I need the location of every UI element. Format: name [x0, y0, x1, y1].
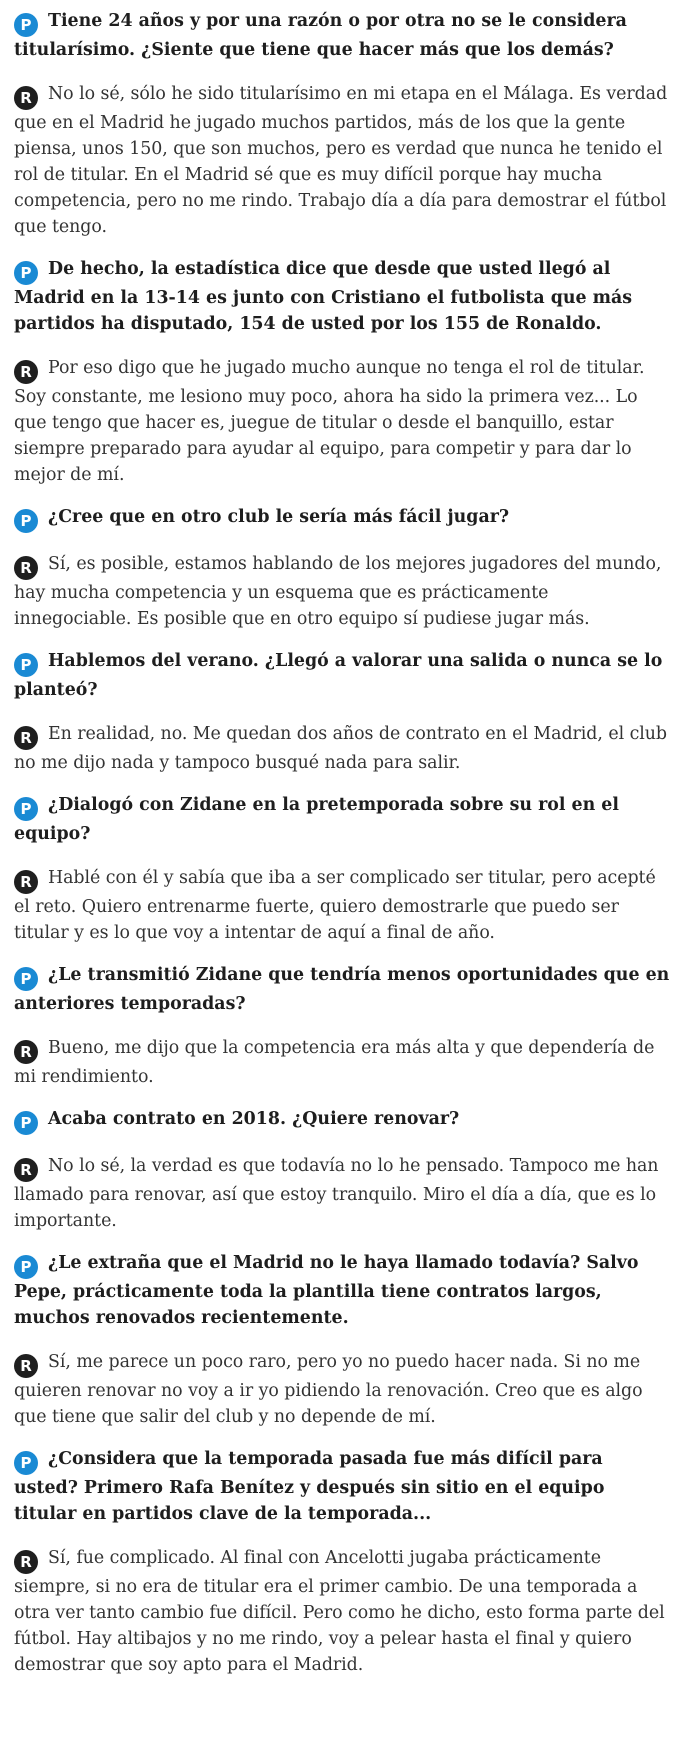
- answer-badge-icon: R: [14, 360, 38, 384]
- question-badge-icon: P: [14, 13, 38, 37]
- question-paragraph: [14, 8, 670, 63]
- question-paragraph: [14, 1446, 670, 1527]
- answer-text: Bueno, me dijo que la competencia era más alta y que dependería de mi rendimiento.: [14, 1038, 655, 1087]
- answer-paragraph: [14, 1545, 670, 1678]
- answer-text: Hablé con él y sabía que iba a ser complicado ser titular, pero acepté el reto. Quiero entrenarme fuerte, quiero demostrarle que puedo ser titular y es lo que voy a intentar de aquí a final de año.: [14, 868, 656, 943]
- question-text: Acaba contrato en 2018. ¿Quiere renovar?: [48, 1109, 460, 1129]
- question-text: ¿Le extraña que el Madrid no le haya llamado todavía? Salvo Pepe, prácticamente toda la plantilla tiene contratos largos, muchos renovados recientemente.: [14, 1253, 639, 1328]
- answer-badge-icon: R: [14, 726, 38, 750]
- answer-badge-icon: R: [14, 1354, 38, 1378]
- answer-text: Sí, es posible, estamos hablando de los mejores jugadores del mundo, hay mucha competencia y un esquema que es prácticamente innegociable. Es posible que en otro equipo sí pudiese jugar más.: [14, 554, 662, 629]
- question-text: ¿Cree que en otro club le sería más fácil jugar?: [48, 507, 510, 527]
- question-badge-icon: P: [14, 1255, 38, 1279]
- answer-badge-icon: R: [14, 86, 38, 110]
- question-badge-icon: P: [14, 967, 38, 991]
- question-badge-icon: P: [14, 1111, 38, 1135]
- question-paragraph: [14, 256, 670, 337]
- answer-badge-icon: R: [14, 1040, 38, 1064]
- answer-paragraph: [14, 1153, 670, 1234]
- answer-badge-icon: R: [14, 1158, 38, 1182]
- question-paragraph: [14, 504, 670, 533]
- question-badge-icon: P: [14, 261, 38, 285]
- answer-text: Sí, fue complicado. Al final con Ancelotti jugaba prácticamente siempre, si no era de titular era el primer cambio. De una temporada a otra ver tanto cambio fue difícil. Pero como he dicho, esto forma parte del fútbol. Hay altibajos y no me rindo, voy a pelear hasta el final y quiero demostrar que soy apto para el Madrid.: [14, 1548, 665, 1675]
- answer-paragraph: [14, 355, 670, 488]
- answer-badge-icon: R: [14, 870, 38, 894]
- question-text: Hablemos del verano. ¿Llegó a valorar una salida o nunca se lo planteó?: [14, 651, 663, 700]
- question-paragraph: [14, 648, 670, 703]
- question-paragraph: [14, 1250, 670, 1331]
- question-text: ¿Dialogó con Zidane en la pretemporada sobre su rol en el equipo?: [14, 795, 619, 844]
- answer-badge-icon: R: [14, 1550, 38, 1574]
- question-text: De hecho, la estadística dice que desde que usted llegó al Madrid en la 13-14 es junto con Cristiano el futbolista que más partidos ha disputado, 154 de usted por los 155 de Ronaldo.: [14, 259, 633, 334]
- answer-paragraph: [14, 551, 670, 632]
- question-badge-icon: P: [14, 653, 38, 677]
- answer-text: En realidad, no. Me quedan dos años de contrato en el Madrid, el club no me dijo nada y tampoco busqué nada para salir.: [14, 724, 668, 773]
- interview-article: [14, 8, 670, 1694]
- question-badge-icon: P: [14, 509, 38, 533]
- question-paragraph: [14, 792, 670, 847]
- answer-text: No lo sé, la verdad es que todavía no lo he pensado. Tampoco me han llamado para renovar, así que estoy tranquilo. Miro el día a día, que es lo importante.: [14, 1156, 659, 1231]
- question-paragraph: [14, 962, 670, 1017]
- answer-text: Por eso digo que he jugado mucho aunque no tenga el rol de titular. Soy constante, me lesiono muy poco, ahora ha sido la primera vez... Lo que tengo que hacer es, juegue de titular o desde el banquillo, estar siempre preparado para ayudar al equipo, para competir y para dar lo mejor de mí.: [14, 358, 645, 485]
- question-badge-icon: P: [14, 1451, 38, 1475]
- question-text: ¿Considera que la temporada pasada fue más difícil para usted? Primero Rafa Benítez y después sin sitio en el equipo titular en partidos clave de la temporada...: [14, 1449, 605, 1524]
- answer-paragraph: [14, 1035, 670, 1090]
- question-text: ¿Le transmitió Zidane que tendría menos oportunidades que en anteriores temporadas?: [14, 965, 670, 1014]
- answer-paragraph: [14, 81, 670, 240]
- question-text: Tiene 24 años y por una razón o por otra no se le considera titularísimo. ¿Siente que tiene que hacer más que los demás?: [14, 11, 627, 60]
- answer-paragraph: [14, 1349, 670, 1430]
- question-badge-icon: P: [14, 797, 38, 821]
- answer-paragraph: [14, 865, 670, 946]
- question-paragraph: [14, 1106, 670, 1135]
- answer-paragraph: [14, 721, 670, 776]
- answer-badge-icon: R: [14, 556, 38, 580]
- answer-text: No lo sé, sólo he sido titularísimo en mi etapa en el Málaga. Es verdad que en el Madrid he jugado muchos partidos, más de los que la gente piensa, unos 150, que son muchos, pero es verdad que nunca he tenido el rol de titular. En el Madrid sé que es muy difícil porque hay mucha competencia, pero no me rindo. Trabajo día a día para demostrar el fútbol que tengo.: [14, 84, 668, 237]
- answer-text: Sí, me parece un poco raro, pero yo no puedo hacer nada. Si no me quieren renovar no voy a ir yo pidiendo la renovación. Creo que es algo que tiene que salir del club y no depende de mí.: [14, 1352, 643, 1427]
